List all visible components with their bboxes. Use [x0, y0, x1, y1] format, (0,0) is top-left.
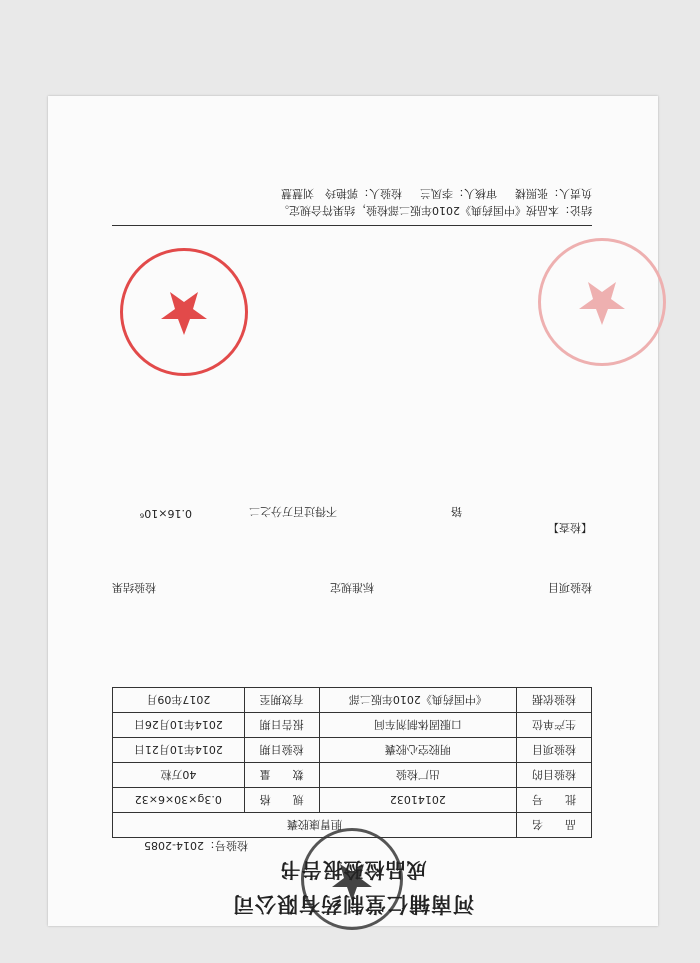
product-value: 胆胃康胶囊	[113, 813, 517, 838]
qty-label: 数 量	[244, 763, 319, 788]
results-header	[112, 580, 592, 596]
expiry-value: 2017年09月	[113, 688, 245, 713]
table-row	[113, 763, 592, 788]
dept-label: 生产单位	[517, 713, 592, 738]
signature-reviewer: 审核人：李凤兰	[420, 187, 497, 200]
table-row	[113, 788, 592, 813]
qty-value: 40万粒	[113, 763, 245, 788]
purpose-label: 检验目的	[517, 763, 592, 788]
product-label: 品 名	[517, 813, 592, 838]
report-number: 检验号：2014-2085	[144, 839, 248, 852]
signature-inspector: 检验人：郭艳玲 刘慧慧	[281, 187, 402, 200]
company-title: 河南辅仁堂制药有限公司	[232, 892, 474, 916]
dept-value: 口服固体制剂车间	[319, 713, 516, 738]
item-value: 明胶空心胶囊	[319, 738, 516, 763]
seal-star-icon	[123, 251, 245, 373]
table-row	[113, 738, 592, 763]
results-result-header: 检验结果	[112, 581, 156, 594]
check-label: 【检查】	[548, 521, 592, 534]
spec-value: 0.3g×30×6×32	[113, 788, 245, 813]
expiry-label: 有效期至	[244, 688, 319, 713]
seal-star-icon	[541, 241, 663, 363]
item-label: 检验项目	[517, 738, 592, 763]
basis-label: 检验依据	[517, 688, 592, 713]
check-result: 0.16×10⁶	[139, 507, 192, 520]
results-item-header: 检验项目	[548, 581, 592, 594]
faint-seal	[538, 238, 666, 366]
batch-value: 20141032	[319, 788, 516, 813]
purpose-value: 出厂检验	[319, 763, 516, 788]
info-table	[112, 687, 592, 838]
signature-head: 负责人：张照楼	[515, 187, 592, 200]
report-date-label: 报告日期	[244, 713, 319, 738]
report-date-value: 2014年10月26日	[113, 713, 245, 738]
document-page	[48, 96, 658, 926]
table-row	[113, 813, 592, 838]
results-standard-header: 标准规定	[330, 581, 374, 594]
conclusion: 结论：本品按《中国药典》2010年版二部检验，结果符合规定。	[112, 203, 592, 226]
date-label: 检验日期	[244, 738, 319, 763]
table-row	[113, 713, 592, 738]
basis-value: 《中国药典》2010年版二部	[319, 688, 516, 713]
spec-label: 规 格	[244, 788, 319, 813]
quality-seal	[120, 248, 248, 376]
check-standard: 不得过百万分之二	[249, 505, 337, 518]
rotated-sheet	[48, 96, 658, 926]
check-name: 铬	[451, 505, 462, 518]
date-value: 2014年10月21日	[113, 738, 245, 763]
batch-label: 批 号	[517, 788, 592, 813]
table-row	[113, 688, 592, 713]
signature-line	[112, 186, 592, 202]
report-title: 成品检验报告书	[279, 858, 427, 882]
